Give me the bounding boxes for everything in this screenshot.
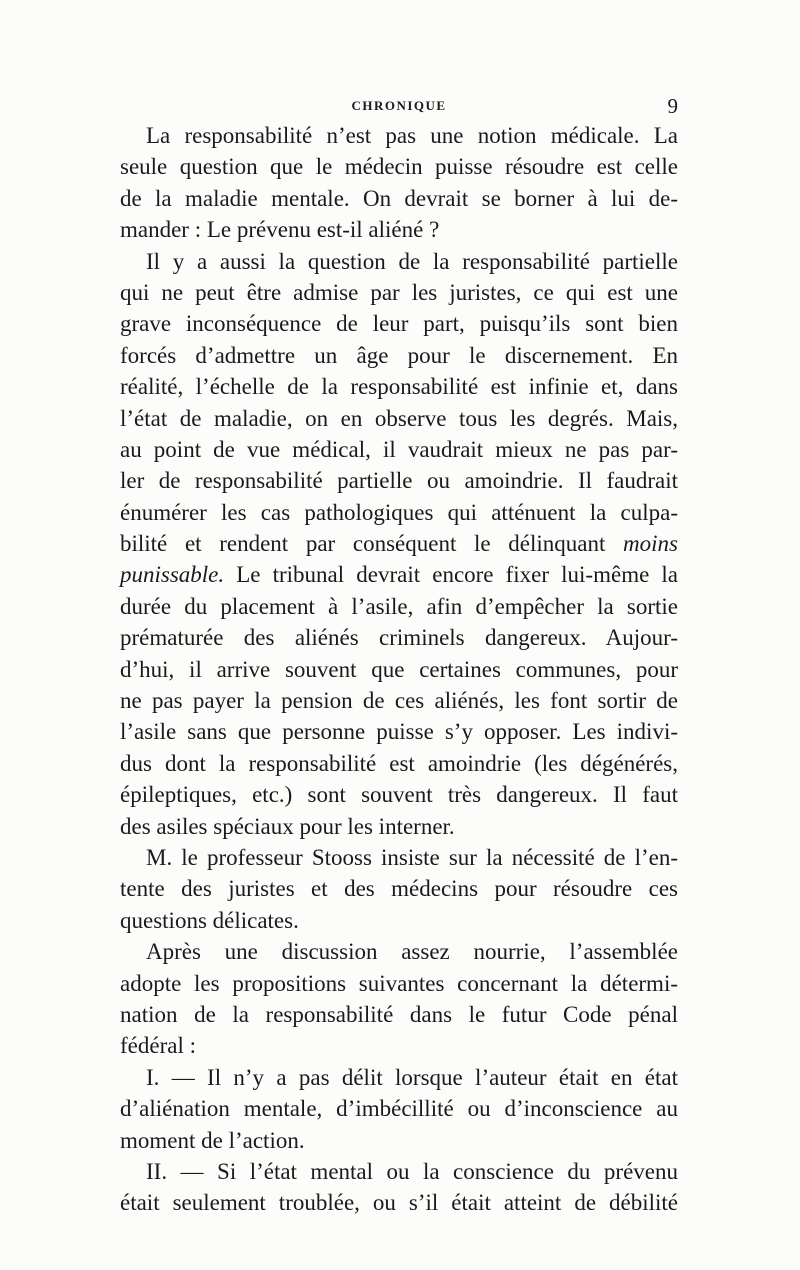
line-text: seule question que le médecin puisse résoudre est celle (120, 154, 678, 180)
text-line (120, 559, 678, 590)
line-text: nation de la responsabilité dans le futur Code pénal (120, 1001, 678, 1027)
line-text: énumérer les cas pathologiques qui atténuent la culpa- (120, 499, 678, 525)
text-line (120, 151, 678, 182)
text-line (120, 968, 678, 999)
text-line (120, 936, 678, 967)
text-line (120, 1187, 678, 1218)
line-text: ler de responsabilité partielle ou amoindrie. Il faudrait (120, 468, 678, 494)
text-line (120, 622, 678, 653)
line-text: l’état de maladie, on en observe tous les degrés. Mais, (120, 405, 678, 431)
line-text: d’hui, il arrive souvent que certaines communes, pour (120, 656, 678, 682)
line-text: questions délicates. (120, 907, 299, 933)
text-line (120, 591, 678, 622)
line-text: dus dont la responsabilité est amoindrie (les dégénérés, (120, 750, 678, 776)
line-text: de la maladie mentale. On devrait se borner à lui de- (120, 185, 678, 211)
line-text: II. — Si l’état mental ou la conscience du prévenu (146, 1158, 678, 1184)
text-line (120, 1125, 678, 1156)
line-text: Il y a aussi la question de la responsabilité partielle (146, 248, 678, 274)
text-line (120, 905, 678, 936)
line-text: qui ne peut être admise par les juristes, ce qui est une (120, 279, 678, 305)
line-text: M. le professeur Stooss insiste sur la nécessité de l’en- (146, 844, 678, 870)
text-line (120, 748, 678, 779)
page-header (120, 94, 678, 118)
line-text: adopte les propositions suivantes concernant la détermi- (120, 970, 678, 996)
body-text (120, 120, 678, 1219)
line-text: au point de vue médical, il vaudrait mieux ne pas par- (120, 436, 678, 462)
line-text: fédéral : (120, 1033, 196, 1059)
italic-text: punissable. (120, 562, 225, 588)
line-text: moment de l’action. (120, 1127, 305, 1153)
line-text: Le tribunal devrait encore fixer lui-même la (224, 562, 678, 588)
line-text: ne pas payer la pension de ces aliénés, les font sortir de (120, 688, 678, 714)
text-line (120, 183, 678, 214)
text-line (120, 1093, 678, 1124)
text-line (120, 434, 678, 465)
text-line (120, 465, 678, 496)
running-head: CHRONIQUE (351, 98, 447, 113)
text-line (120, 340, 678, 371)
line-text: forcés d’admettre un âge pour le discernement. En (120, 342, 678, 368)
line-text: l’asile sans que personne puisse s’y opposer. Les indivi- (120, 719, 678, 745)
text-line (120, 403, 678, 434)
text-line (120, 120, 678, 151)
text-line (120, 1156, 678, 1187)
text-line (120, 371, 678, 402)
line-text: prématurée des aliénés criminels dangereux. Aujour- (120, 625, 678, 651)
line-text: bilité et rendent par conséquent le délinquant (120, 531, 624, 557)
line-text: était seulement troublée, ou s’il était atteint de débilité (120, 1190, 678, 1216)
text-line (120, 811, 678, 842)
text-line (120, 685, 678, 716)
text-line (120, 716, 678, 747)
italic-text: moins (623, 531, 678, 557)
line-text: d’aliénation mentale, d’imbécillité ou d’inconscience au (120, 1096, 678, 1122)
text-line (120, 1062, 678, 1093)
line-text: I. — Il n’y a pas délit lorsque l’auteur était en état (146, 1064, 678, 1090)
line-text: épileptiques, etc.) sont souvent très dangereux. Il faut (120, 782, 678, 808)
text-line (120, 873, 678, 904)
text-line (120, 654, 678, 685)
line-text: réalité, l’échelle de la responsabilité est infinie et, dans (120, 374, 678, 400)
text-line (120, 246, 678, 277)
line-text: grave inconséquence de leur part, puisqu’ils sont bien (120, 311, 678, 337)
line-text: mander : Le prévenu est-il aliéné ? (120, 217, 440, 243)
line-text: La responsabilité n’est pas une notion médicale. La (146, 123, 678, 148)
page-number: 9 (667, 94, 678, 118)
text-line (120, 528, 678, 559)
text-line (120, 779, 678, 810)
line-text: Après une discussion assez nourrie, l’assemblée (146, 939, 678, 965)
line-text: durée du placement à l’asile, afin d’empêcher la sortie (120, 593, 678, 619)
text-line (120, 999, 678, 1030)
text-line (120, 497, 678, 528)
text-line (120, 1030, 678, 1061)
text-line (120, 842, 678, 873)
text-line (120, 277, 678, 308)
text-line (120, 308, 678, 339)
line-text: des asiles spéciaux pour les interner. (120, 813, 455, 839)
text-line (120, 214, 678, 245)
line-text: tente des juristes et des médecins pour résoudre ces (120, 876, 678, 902)
